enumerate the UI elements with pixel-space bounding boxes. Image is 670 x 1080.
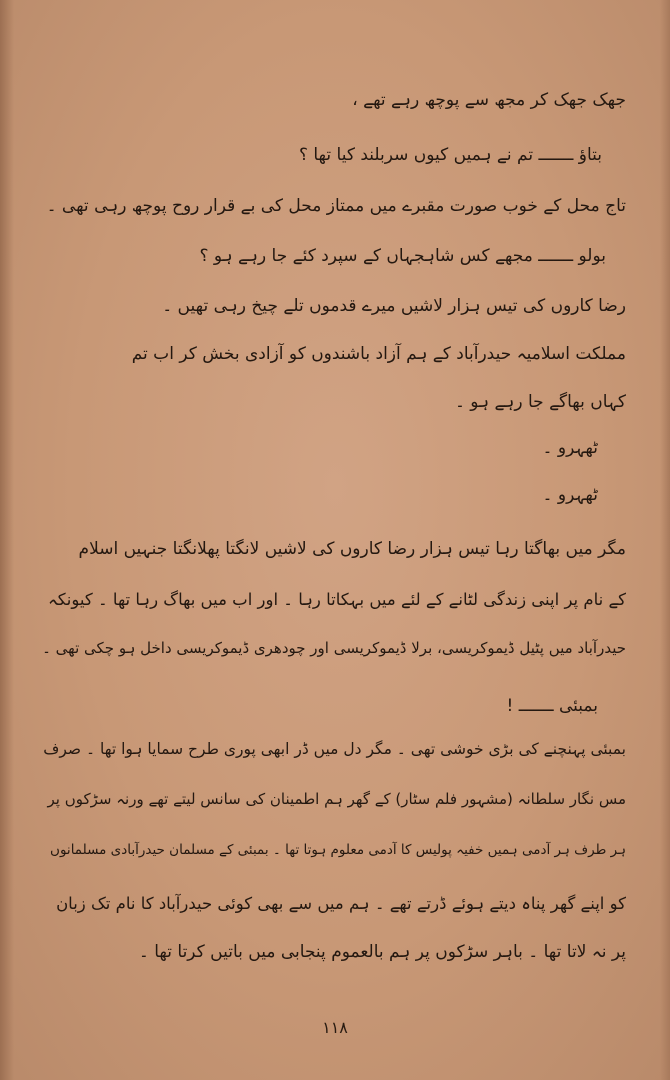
text-line-18: پر نہ لاتا تھا ۔ باہر سڑکوں پر ہم بالعموم پنجابی میں باتیں کرتا تھا ۔ <box>138 942 626 962</box>
text-line-10: مگر میں بھاگتا رہا تیس ہزار رضا کاروں کی لاشیں لانگتا پھلانگتا جنہیں اسلام <box>78 539 626 559</box>
text-line-13: بمبئی ـــــــ ! <box>506 696 598 716</box>
text-line-6: مملکت اسلامیہ حیدرآباد کے ہم آزاد باشندوں کو آزادی بخش کر اب تم <box>131 344 626 364</box>
page-edge-shadow-left <box>0 0 14 1080</box>
page-number: ۱۱۸ <box>322 1018 348 1037</box>
text-line-11: کے نام پر اپنی زندگی لٹانے کے لئے میں بہکاتا رہا ۔ اور اب میں بھاگ رہا تھا ۔ کیونکہ <box>48 590 626 609</box>
text-line-5: رضا کاروں کی تیس ہزار لاشیں میرے قدموں تلے چیخ رہی تھیں ۔ <box>162 296 626 316</box>
text-line-12: حیدرآباد میں پٹیل ڈیموکریسی، برلا ڈیموکریسی اور چودھری ڈیموکریسی داخل ہو چکی تھی ۔ <box>42 639 626 657</box>
text-line-17: کو اپنے گھر پناہ دیتے ہوئے ڈرتے تھے ۔ ہم میں سے بھی کوئی حیدرآباد کا نام تک زبان <box>56 894 626 913</box>
text-line-14: بمبئی پہنچنے کی بڑی خوشی تھی ۔ مگر دل میں ڈر ابھی پوری طرح سمایا ہوا تھا ۔ صرف <box>43 740 626 758</box>
page-edge-shadow-right <box>660 0 670 1080</box>
text-line-8: ٹھہرو ۔ <box>542 438 598 458</box>
text-line-9: ٹھہرو ۔ <box>542 485 598 505</box>
text-line-16: ہر طرف ہر آدمی ہمیں خفیہ پولیس کا آدمی معلوم ہوتا تھا ۔ بمبئی کے مسلمان حیدرآبادی مسلمانوں <box>50 842 626 858</box>
text-line-1: جھک جھک کر مجھ سے پوچھ رہے تھے ، <box>352 90 626 110</box>
text-line-7: کہاں بھاگے جا رہے ہو ۔ <box>454 392 626 412</box>
text-line-3: تاج محل کے خوب صورت مقبرے میں ممتاز محل کی بے قرار روح پوچھ رہی تھی ۔ <box>46 196 626 216</box>
text-line-4: بولو ـــــــ مجھے کس شاہجہاں کے سپرد کئے جا رہے ہو ؟ <box>199 246 606 266</box>
text-line-2: بتاؤ ـــــــ تم نے ہمیں کیوں سربلند کیا تھا ؟ <box>298 145 602 165</box>
text-line-15: مس نگار سلطانہ (مشہور فلم سٹار) کے گھر ہم اطمینان کی سانس لیتے تھے ورنہ سڑکوں پر <box>47 790 626 808</box>
